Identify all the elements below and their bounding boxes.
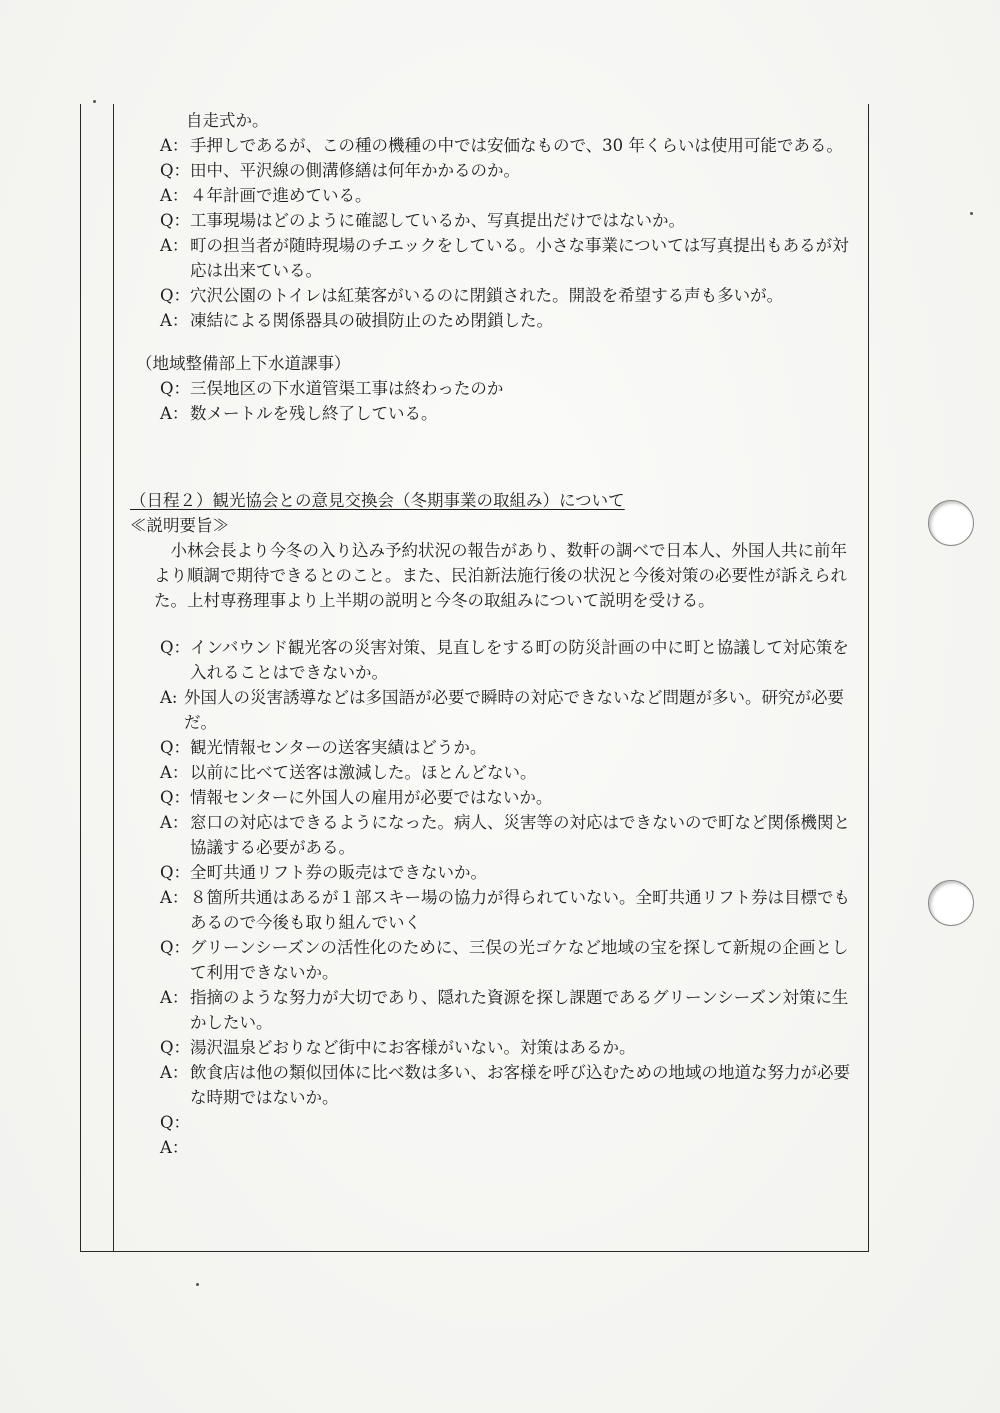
- qa-section-3: [130, 635, 860, 1160]
- qa-item: [160, 760, 860, 785]
- qa-text: 外国人の災害誘導などは多国語が必要で瞬時の対応できないなど問題が多い。研究が必要だ。: [184, 688, 844, 732]
- punch-hole-icon: [928, 880, 974, 926]
- qa-label: A：: [160, 988, 189, 1007]
- qa-label: Q：: [160, 938, 191, 957]
- continued-text: 自走式か。: [186, 111, 269, 130]
- qa-item: [160, 133, 860, 158]
- qa-label: Q：: [160, 1038, 191, 1057]
- qa-label: A：: [160, 404, 189, 423]
- qa-text: 窓口の対応はできるようになった。病人、災害等の対応はできないので町など関係機関と協議する必要がある。: [190, 813, 850, 857]
- qa-label: A：: [160, 813, 189, 832]
- qa-label: A：: [160, 763, 189, 782]
- qa-text: 湯沢温泉どおりなど街中にお客様がいない。対策はあるか。: [190, 1038, 636, 1057]
- qa-item: [160, 158, 860, 183]
- qa-label: Q：: [160, 788, 191, 807]
- qa-item: [160, 233, 860, 283]
- qa-item: [160, 283, 860, 308]
- qa-label: Q：: [160, 638, 191, 657]
- qa-label: A：: [160, 1063, 189, 1082]
- qa-label: A：: [160, 136, 189, 155]
- qa-text: 三俣地区の下水道管渠工事は終わったのか: [190, 379, 504, 398]
- qa-item: [160, 935, 860, 985]
- qa-item: [160, 885, 860, 935]
- qa-text: 飲食店は他の類似団体に比べ数は多い、お客様を呼び込むための地域の地道な努力が必要な時期ではないか。: [190, 1063, 850, 1107]
- qa-item: [160, 208, 860, 233]
- qa-section-1: [130, 108, 860, 333]
- summary-paragraph: 小林会長より今冬の入り込み予約状況の報告があり、数軒の調べで日本人、外国人共に前年より順調で期待できるとのこと。また、民泊新法施行後の状況と今後対策の必要性が訴えられた。上村専務理事より上半期の説明と今冬の取組みについて説明を受ける。: [154, 541, 847, 610]
- page-top-margin: [0, 0, 1000, 104]
- qa-label: Q：: [160, 211, 191, 230]
- qa-label: A：: [160, 1138, 189, 1157]
- qa-text: ８箇所共通はあるが１部スキー場の協力が得られていない。全町共通リフト券は目標でもあるので今後も取り組んでいく: [190, 888, 850, 932]
- qa-section-2: [130, 376, 860, 426]
- specks: [970, 212, 973, 215]
- punch-hole-icon: [928, 500, 974, 546]
- qa-text: 穴沢公園のトイレは紅葉客がいるのに閉鎖された。開設を希望する声も多いが。: [190, 286, 784, 305]
- qa-label: A:: [160, 688, 178, 707]
- qa-label: Q：: [160, 863, 191, 882]
- qa-text: 以前に比べて送客は激減した。ほとんどない。: [190, 763, 537, 782]
- department-heading: （地域整備部上下水道課事）: [136, 354, 351, 373]
- qa-item: [160, 308, 860, 333]
- qa-label: A：: [160, 186, 189, 205]
- qa-label: Q：: [160, 379, 191, 398]
- qa-item: [160, 685, 860, 735]
- qa-item: [160, 401, 860, 426]
- qa-item: [160, 1060, 860, 1110]
- specks: [93, 100, 96, 103]
- qa-text: 観光情報センターの送客実績はどうか。: [190, 738, 487, 757]
- qa-item: [160, 785, 860, 810]
- qa-label: A：: [160, 888, 189, 907]
- qa-text: [190, 1135, 860, 1160]
- qa-text: 情報センターに外国人の雇用が必要ではないか。: [190, 788, 553, 807]
- qa-item: [160, 985, 860, 1035]
- qa-text: グリーンシーズンの活性化のために、三俣の光ゴケなど地域の宝を探して新規の企画として利用できないか。: [190, 938, 849, 982]
- document-body: [130, 108, 860, 1160]
- qa-label: Q：: [160, 286, 191, 305]
- qa-label: A：: [160, 311, 189, 330]
- specks: [196, 1283, 199, 1286]
- qa-text: 凍結による関係器具の破損防止のため閉鎖した。: [190, 311, 553, 330]
- qa-item: [160, 183, 860, 208]
- frame-inner-rule: [113, 104, 114, 1251]
- qa-text: [190, 1110, 860, 1135]
- summary-label: ≪説明要旨≫: [130, 516, 229, 535]
- qa-label: A：: [160, 236, 189, 255]
- qa-item: [160, 735, 860, 760]
- qa-item: [160, 1135, 860, 1160]
- qa-label: Q：: [160, 1113, 191, 1132]
- qa-text: 田中、平沢線の側溝修繕は何年かかるのか。: [190, 161, 520, 180]
- qa-label: Q：: [160, 738, 191, 757]
- qa-text: 工事現場はどのように確認しているか、写真提出だけではないか。: [190, 211, 685, 230]
- qa-label: Q：: [160, 161, 191, 180]
- qa-item: [160, 860, 860, 885]
- qa-text: 手押しであるが、この種の機種の中では安価なもので、30 年くらいは使用可能である。: [190, 136, 843, 155]
- qa-item: [160, 635, 860, 685]
- schedule-heading: （日程２）観光協会との意見交換会（冬期事業の取組み）について: [130, 491, 625, 510]
- qa-item: [160, 810, 860, 860]
- qa-item: [160, 1035, 860, 1060]
- qa-text: 指摘のような努力が大切であり、隠れた資源を探し課題であるグリーンシーズン対策に生かしたい。: [190, 988, 849, 1032]
- qa-item: [160, 1110, 860, 1135]
- qa-text: ４年計画で進めている。: [190, 186, 372, 205]
- qa-text: インバウンド観光客の災害対策、見直しをする町の防災計画の中に町と協議して対応策を入れることはできないか。: [190, 638, 849, 682]
- qa-item: [160, 376, 860, 401]
- qa-text: 全町共通リフト券の販売はできないか。: [190, 863, 487, 882]
- qa-text: 町の担当者が随時現場のチエックをしている。小さな事業については写真提出もあるが対応は出来ている。: [190, 236, 849, 280]
- qa-text: 数メートルを残し終了している。: [190, 404, 438, 423]
